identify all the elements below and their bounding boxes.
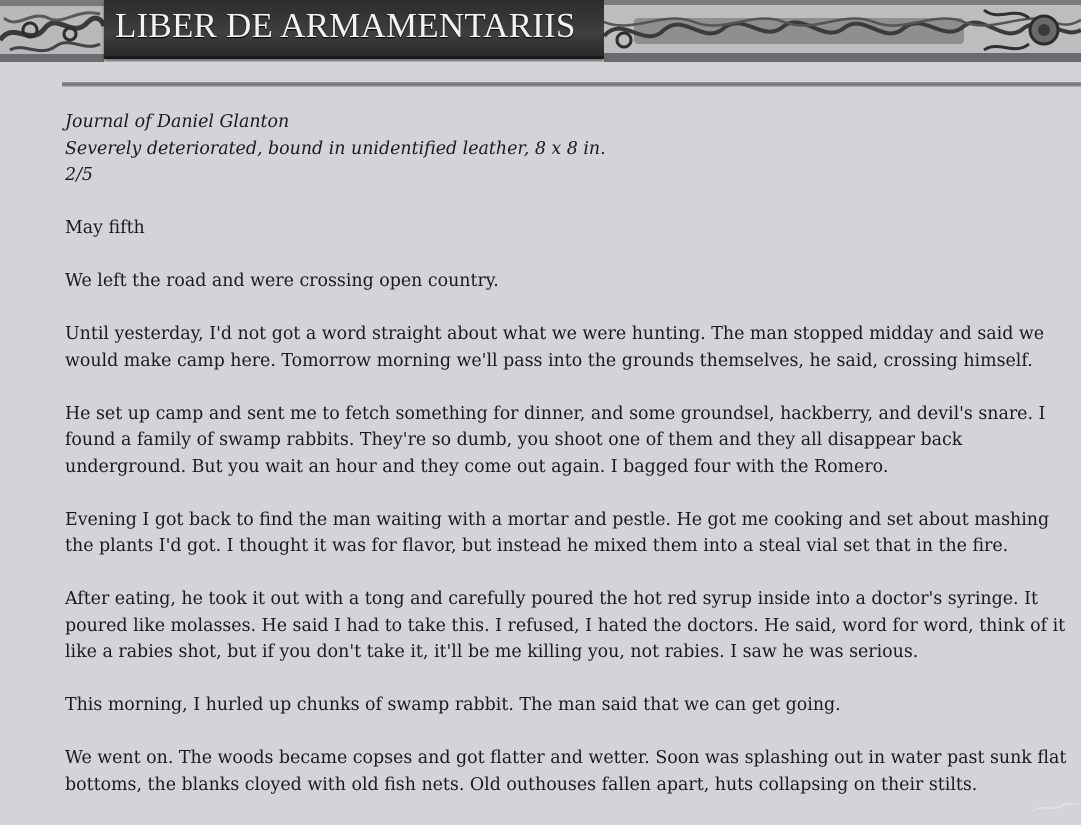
entry-paragraph: Evening I got back to find the man waiting with a mortar and pestle. He got me cooking and set about mashing the plants I'd got. I thought it was for flavor, but instead he mixed them into a steal vial set that in the fire. <box>65 509 1050 556</box>
ornamental-scroll-icon <box>0 0 104 62</box>
header-band <box>0 0 1081 62</box>
entry-paragraph: Until yesterday, I'd not got a word straight about what we were hunting. The man stopped midday and said we would make camp here. Tomorrow morning we'll pass into the grounds themselves, he said, crossing himself. <box>65 324 1045 371</box>
entry-paragraph: We left the road and were crossing open country. <box>65 271 499 291</box>
divider-rule <box>62 82 1081 87</box>
entry-paragraph: After eating, he took it out with a tong and carefully poured the hot red syrup inside into a doctor's syringe. It poured like molasses. He said I had to take this. I refused, I hated the doctors. He said, word for word, think of it like a rabies shot, but if you don't take it, it'll be me killing you, not rabies. I saw he was serious. <box>65 589 1066 662</box>
entry-date: May fifth <box>65 218 145 238</box>
entry-condition: Severely deteriorated, bound in unidentified leather, 8 x 8 in. <box>65 138 606 159</box>
ornamental-filigree-icon <box>604 0 1081 62</box>
title-plate <box>104 0 604 59</box>
entry-paragraph: This morning, I hurled up chunks of swamp rabbit. The man said that we can get going. <box>65 695 841 715</box>
entry-metadata <box>65 109 1075 189</box>
entry-paragraph: He set up camp and sent me to fetch something for dinner, and some groundsel, hackberry, and devil's snare. I found a family of swamp rabbits. They're so dumb, you shoot one of them and they all disappear back underground. But you wait an hour and they come out again. I bagged four with the Romero. <box>65 403 1046 477</box>
page-corner-decoration <box>1031 799 1081 813</box>
entry-paragraph: We went on. The woods became copses and got flatter and wetter. Soon was splashing out in water past sunk flat bottoms, the blanks cloyed with old fish nets. Old outhouses fallen apart, huts collapsing on their stilts. <box>65 748 1067 795</box>
entry-source: Journal of Daniel Glanton <box>65 112 290 132</box>
entry-page-number: 2/5 <box>65 165 93 185</box>
journal-entry <box>65 109 1075 825</box>
page-title: LIBER DE ARMAMENTARIIS <box>115 6 576 45</box>
